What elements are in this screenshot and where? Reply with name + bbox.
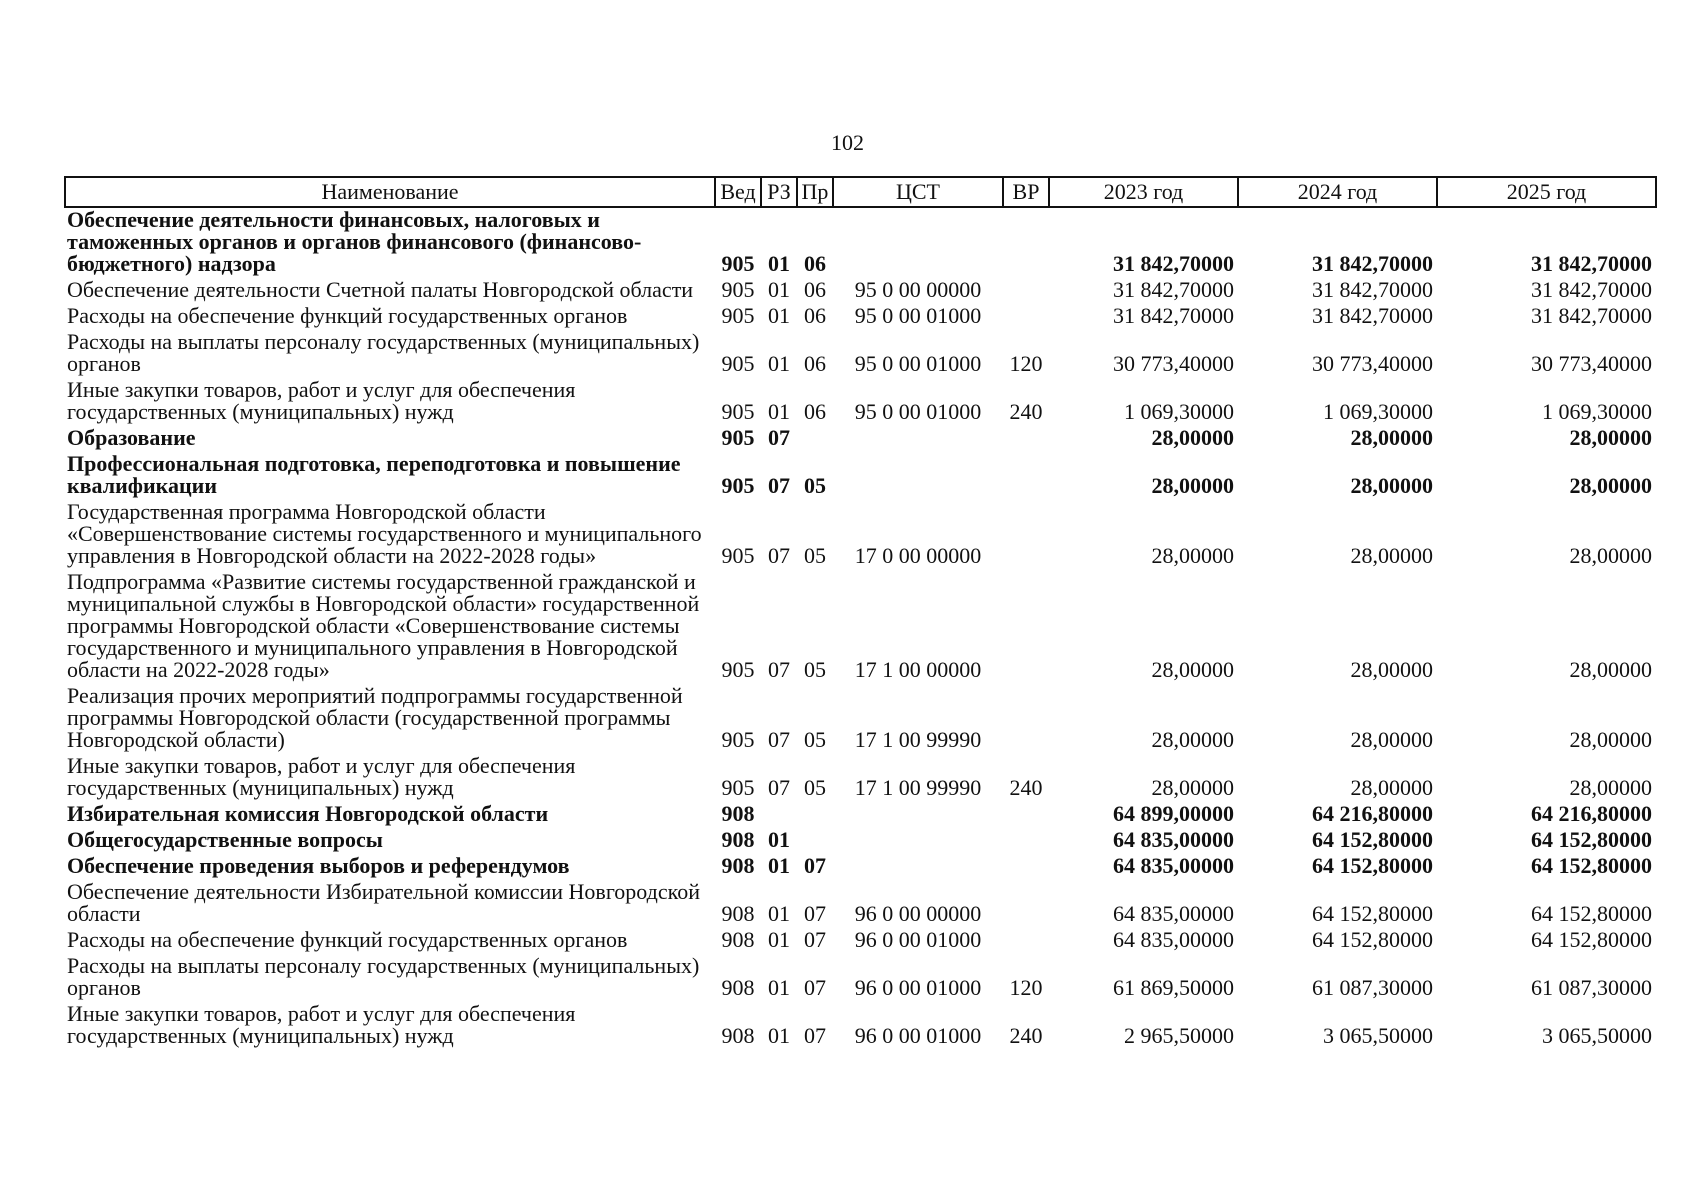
cell-cst: 95 0 00 01000 <box>854 303 982 328</box>
table-row <box>65 928 1656 954</box>
cell-rz: 07 <box>768 775 790 800</box>
cell-y2024: 28,00000 <box>1350 473 1433 498</box>
cell-vr: 240 <box>1009 399 1043 424</box>
cell-name: Обеспечение деятельности финансовых, налоговых и таможенных органов и органов финансового (финансово-бюджетного) надзора <box>67 207 642 276</box>
cell-pr: 07 <box>804 901 826 926</box>
cell-rz: 07 <box>768 425 790 450</box>
table-row <box>65 278 1656 304</box>
cell-rz: 01 <box>768 303 790 328</box>
cell-rz: 01 <box>768 277 790 302</box>
cell-y2024: 64 216,80000 <box>1312 801 1433 826</box>
table-row <box>65 570 1656 684</box>
cell-pr: 05 <box>804 543 826 568</box>
cell-ved: 905 <box>721 351 755 376</box>
cell-pr: 06 <box>804 399 826 424</box>
cell-ved: 908 <box>721 801 755 826</box>
cell-vr <box>1003 278 1049 304</box>
cell-cst: 17 0 00 00000 <box>854 543 982 568</box>
cell-rz: 01 <box>768 251 790 276</box>
cell-ved: 908 <box>721 1023 755 1048</box>
cell-pr: 06 <box>804 351 826 376</box>
cell-ved: 905 <box>721 399 755 424</box>
cell-y2024: 31 842,70000 <box>1312 277 1433 302</box>
cell-vr: 240 <box>1009 1023 1043 1048</box>
cell-y2025: 64 152,80000 <box>1531 927 1652 952</box>
cell-rz: 01 <box>768 1023 790 1048</box>
cell-ved: 908 <box>721 927 755 952</box>
cell-vr <box>1003 500 1049 570</box>
cell-rz: 01 <box>768 901 790 926</box>
cell-y2025: 3 065,50000 <box>1542 1023 1652 1048</box>
cell-y2025: 31 842,70000 <box>1531 277 1652 302</box>
cell-cst <box>833 207 1003 278</box>
cell-cst: 95 0 00 01000 <box>854 399 982 424</box>
cell-rz: 01 <box>768 853 790 878</box>
cell-y2023: 64 835,00000 <box>1113 853 1234 878</box>
cell-y2023: 31 842,70000 <box>1113 303 1234 328</box>
cell-y2023: 28,00000 <box>1151 543 1234 568</box>
cell-cst: 17 1 00 99990 <box>854 775 982 800</box>
cell-ved: 905 <box>721 425 755 450</box>
header-ved: Вед <box>715 177 761 207</box>
cell-name: Обеспечение деятельности Счетной палаты Новгородской области <box>67 277 694 302</box>
cell-pr: 05 <box>804 727 826 752</box>
cell-cst <box>833 452 1003 500</box>
cell-rz: 01 <box>768 975 790 1000</box>
cell-ved: 908 <box>721 827 755 852</box>
cell-y2024: 64 152,80000 <box>1312 827 1433 852</box>
cell-name: Избирательная комиссия Новгородской области <box>67 801 549 826</box>
cell-cst: 96 0 00 01000 <box>854 927 982 952</box>
cell-rz: 07 <box>768 727 790 752</box>
cell-vr <box>1003 684 1049 754</box>
cell-y2024: 28,00000 <box>1350 425 1433 450</box>
cell-cst: 17 1 00 99990 <box>854 727 982 752</box>
cell-y2024: 64 152,80000 <box>1312 901 1433 926</box>
cell-y2023: 31 842,70000 <box>1113 277 1234 302</box>
cell-vr: 120 <box>1009 351 1043 376</box>
cell-ved: 905 <box>721 775 755 800</box>
cell-y2024: 64 152,80000 <box>1312 927 1433 952</box>
cell-pr: 06 <box>804 277 826 302</box>
cell-y2024: 3 065,50000 <box>1323 1023 1433 1048</box>
cell-name: Профессиональная подготовка, переподготовка и повышение квалификации <box>67 451 681 498</box>
cell-vr <box>1003 570 1049 684</box>
table-body <box>65 207 1656 1050</box>
cell-y2025: 31 842,70000 <box>1531 251 1652 276</box>
table-row <box>65 426 1656 452</box>
cell-vr <box>1003 426 1049 452</box>
table-row <box>65 330 1656 378</box>
cell-y2025: 28,00000 <box>1569 657 1652 682</box>
table-row <box>65 1002 1656 1050</box>
table-row <box>65 828 1656 854</box>
cell-ved: 905 <box>721 543 755 568</box>
table-row <box>65 880 1656 928</box>
cell-vr <box>1003 207 1049 278</box>
cell-rz: 07 <box>768 543 790 568</box>
cell-y2023: 28,00000 <box>1151 473 1234 498</box>
cell-cst: 96 0 00 01000 <box>854 975 982 1000</box>
cell-y2023: 31 842,70000 <box>1113 251 1234 276</box>
cell-pr: 06 <box>804 303 826 328</box>
cell-y2025: 28,00000 <box>1569 473 1652 498</box>
cell-vr <box>1003 802 1049 828</box>
page-number: 102 <box>831 130 864 155</box>
cell-y2023: 28,00000 <box>1151 775 1234 800</box>
header-pr: Пр <box>797 177 833 207</box>
table-row <box>65 854 1656 880</box>
header-name: Наименование <box>65 177 715 207</box>
cell-ved: 905 <box>721 303 755 328</box>
cell-pr <box>797 426 833 452</box>
table-row <box>65 452 1656 500</box>
cell-name: Расходы на выплаты персоналу государственных (муниципальных) органов <box>67 329 700 376</box>
cell-name: Иные закупки товаров, работ и услуг для обеспечения государственных (муниципальных) нужд <box>67 1001 576 1048</box>
cell-vr <box>1003 928 1049 954</box>
cell-pr: 07 <box>804 1023 826 1048</box>
cell-pr: 07 <box>804 927 826 952</box>
cell-name: Общегосударственные вопросы <box>67 827 383 852</box>
cell-y2023: 28,00000 <box>1151 727 1234 752</box>
table-row <box>65 754 1656 802</box>
cell-name: Реализация прочих мероприятий подпрограммы государственной программы Новгородской области (государственной программы Новгородской области) <box>67 683 683 752</box>
cell-rz: 01 <box>768 351 790 376</box>
cell-ved: 908 <box>721 853 755 878</box>
cell-y2023: 28,00000 <box>1151 657 1234 682</box>
cell-vr <box>1003 854 1049 880</box>
cell-rz: 01 <box>768 827 790 852</box>
cell-y2025: 31 842,70000 <box>1531 303 1652 328</box>
cell-rz: 01 <box>768 927 790 952</box>
table-header <box>65 177 1656 207</box>
cell-y2024: 61 087,30000 <box>1312 975 1433 1000</box>
cell-y2024: 64 152,80000 <box>1312 853 1433 878</box>
cell-rz: 07 <box>768 657 790 682</box>
header-cst: ЦСТ <box>833 177 1003 207</box>
cell-y2024: 28,00000 <box>1350 727 1433 752</box>
cell-name: Государственная программа Новгородской области «Совершенствование системы государственного и муниципального управления в Новгородской области на 2022-2028 годы» <box>67 499 702 568</box>
cell-y2025: 28,00000 <box>1569 425 1652 450</box>
cell-cst: 95 0 00 01000 <box>854 351 982 376</box>
cell-y2024: 30 773,40000 <box>1312 351 1433 376</box>
cell-vr: 120 <box>1009 975 1043 1000</box>
cell-y2025: 61 087,30000 <box>1531 975 1652 1000</box>
cell-y2023: 64 835,00000 <box>1113 827 1234 852</box>
table-row <box>65 378 1656 426</box>
table-row <box>65 304 1656 330</box>
cell-y2025: 30 773,40000 <box>1531 351 1652 376</box>
cell-cst: 96 0 00 01000 <box>854 1023 982 1048</box>
cell-ved: 905 <box>721 251 755 276</box>
cell-y2025: 64 152,80000 <box>1531 827 1652 852</box>
cell-pr: 05 <box>804 657 826 682</box>
header-row <box>65 177 1656 207</box>
cell-rz: 01 <box>768 399 790 424</box>
cell-y2025: 1 069,30000 <box>1542 399 1652 424</box>
cell-y2025: 64 152,80000 <box>1531 853 1652 878</box>
table-row <box>65 954 1656 1002</box>
cell-pr: 06 <box>804 251 826 276</box>
table-row <box>65 207 1656 278</box>
table-row <box>65 684 1656 754</box>
cell-cst: 95 0 00 00000 <box>854 277 982 302</box>
cell-y2024: 28,00000 <box>1350 543 1433 568</box>
table-row <box>65 500 1656 570</box>
cell-cst <box>833 828 1003 854</box>
cell-ved: 908 <box>721 975 755 1000</box>
cell-pr: 07 <box>804 975 826 1000</box>
cell-y2023: 64 899,00000 <box>1113 801 1234 826</box>
cell-y2023: 61 869,50000 <box>1113 975 1234 1000</box>
cell-vr <box>1003 304 1049 330</box>
cell-ved: 908 <box>721 901 755 926</box>
cell-y2024: 1 069,30000 <box>1323 399 1433 424</box>
cell-name: Расходы на обеспечение функций государственных органов <box>67 927 628 952</box>
cell-cst <box>833 802 1003 828</box>
cell-vr <box>1003 452 1049 500</box>
cell-cst <box>833 854 1003 880</box>
cell-rz: 07 <box>768 473 790 498</box>
cell-ved: 905 <box>721 727 755 752</box>
cell-pr: 05 <box>804 473 826 498</box>
cell-y2025: 64 152,80000 <box>1531 901 1652 926</box>
cell-pr <box>797 802 833 828</box>
cell-y2025: 28,00000 <box>1569 727 1652 752</box>
cell-name: Расходы на выплаты персоналу государственных (муниципальных) органов <box>67 953 700 1000</box>
cell-y2024: 28,00000 <box>1350 657 1433 682</box>
cell-y2023: 28,00000 <box>1151 425 1234 450</box>
cell-vr <box>1003 880 1049 928</box>
cell-name: Подпрограмма «Развитие системы государственной гражданской и муниципальной службы в Новгородской области» государственной программы Новгородской области «Совершенствование системы государственного и муниципального управления в Новгородской области на 2022-2028 годы» <box>67 569 700 682</box>
header-2024: 2024 год <box>1238 177 1437 207</box>
cell-cst: 96 0 00 00000 <box>854 901 982 926</box>
cell-y2023: 2 965,50000 <box>1124 1023 1234 1048</box>
header-rz: РЗ <box>761 177 797 207</box>
cell-cst: 17 1 00 00000 <box>854 657 982 682</box>
cell-name: Расходы на обеспечение функций государственных органов <box>67 303 628 328</box>
cell-pr: 07 <box>804 853 826 878</box>
cell-y2024: 31 842,70000 <box>1312 251 1433 276</box>
cell-pr <box>797 828 833 854</box>
cell-ved: 905 <box>721 473 755 498</box>
cell-ved: 905 <box>721 657 755 682</box>
table-row <box>65 802 1656 828</box>
header-2025: 2025 год <box>1437 177 1656 207</box>
cell-y2024: 31 842,70000 <box>1312 303 1433 328</box>
cell-name: Обеспечение проведения выборов и референдумов <box>67 853 570 878</box>
cell-y2025: 28,00000 <box>1569 543 1652 568</box>
cell-vr: 240 <box>1009 775 1043 800</box>
cell-y2023: 64 835,00000 <box>1113 901 1234 926</box>
cell-name: Образование <box>67 425 196 450</box>
cell-name: Иные закупки товаров, работ и услуг для обеспечения государственных (муниципальных) нужд <box>67 753 576 800</box>
cell-y2025: 28,00000 <box>1569 775 1652 800</box>
cell-rz <box>761 802 797 828</box>
cell-y2025: 64 216,80000 <box>1531 801 1652 826</box>
cell-y2023: 30 773,40000 <box>1113 351 1234 376</box>
budget-table <box>64 176 1657 1050</box>
cell-y2024: 28,00000 <box>1350 775 1433 800</box>
cell-pr: 05 <box>804 775 826 800</box>
header-2023: 2023 год <box>1049 177 1238 207</box>
header-vr: ВР <box>1003 177 1049 207</box>
cell-name: Иные закупки товаров, работ и услуг для обеспечения государственных (муниципальных) нужд <box>67 377 576 424</box>
cell-y2023: 1 069,30000 <box>1124 399 1234 424</box>
cell-y2023: 64 835,00000 <box>1113 927 1234 952</box>
cell-name: Обеспечение деятельности Избирательной комиссии Новгородской области <box>67 879 700 926</box>
cell-vr <box>1003 828 1049 854</box>
cell-cst <box>833 426 1003 452</box>
cell-ved: 905 <box>721 277 755 302</box>
